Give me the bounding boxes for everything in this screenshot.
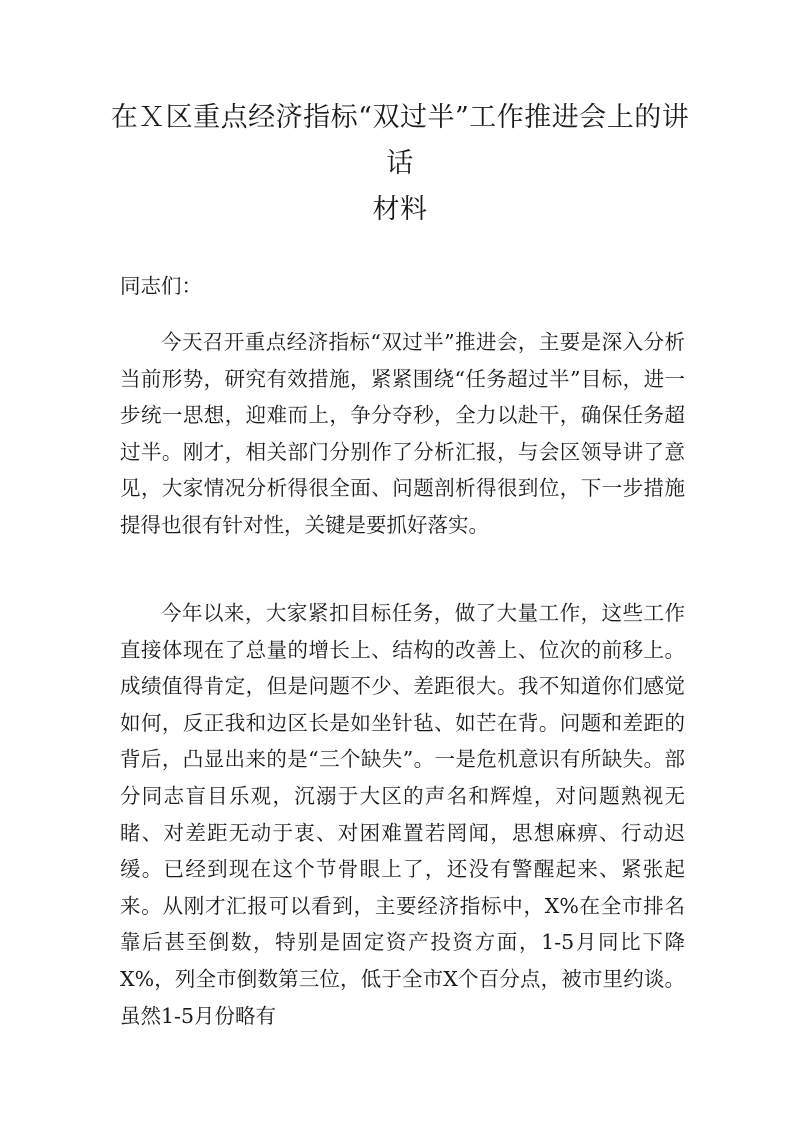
document-title (100, 95, 700, 233)
paragraph-2: 今年以来，大家紧扣目标任务，做了大量工作，这些工作直接体现在了总量的增长上、结构的改善上、位次的前移上。成绩值得肯定，但是问题不少、差距很大。我不知道你们感觉如何，反正我和边区长是如坐针毡、如芒在背。问题和差距的背后，凸显出来的是“三个缺失”。一是危机意识有所缺失。部分同志盲目乐观，沉溺于大区的声名和辉煌，对问题熟视无睹、对差距无动于衷、对困难置若罔闻，思想麻痹、行动迟缓。已经到现在这个节骨眼上了，还没有警醒起来、紧张起来。从刚才汇报可以看到，主要经济指标中，X%在全市排名靠后甚至倒数，特别是固定资产投资方面，1-5月同比下降X%，列全市倒数第三位，低于全市X个百分点，被市里约谈。虽然1-5月份略有 (120, 601, 685, 1028)
title-line-1: 在Ｘ区重点经济指标“双过半”工作推进会上的讲话 (110, 102, 690, 179)
salutation: 同志们： (120, 274, 202, 298)
title-line-2: 材料 (372, 194, 428, 225)
paragraph-1: 今天召开重点经济指标“双过半”推进会，主要是深入分析当前形势，研究有效措施，紧紧围绕“任务超过半”目标，进一步统一思想，迎难而上，争分夺秒，全力以赴干，确保任务超过半。刚才，相关部门分别作了分析汇报，与会区领导讲了意见，大家情况分析得很全面、问题剖析得很到位，下一步措施提得也很有针对性，关键是要抓好落实。 (120, 330, 685, 537)
